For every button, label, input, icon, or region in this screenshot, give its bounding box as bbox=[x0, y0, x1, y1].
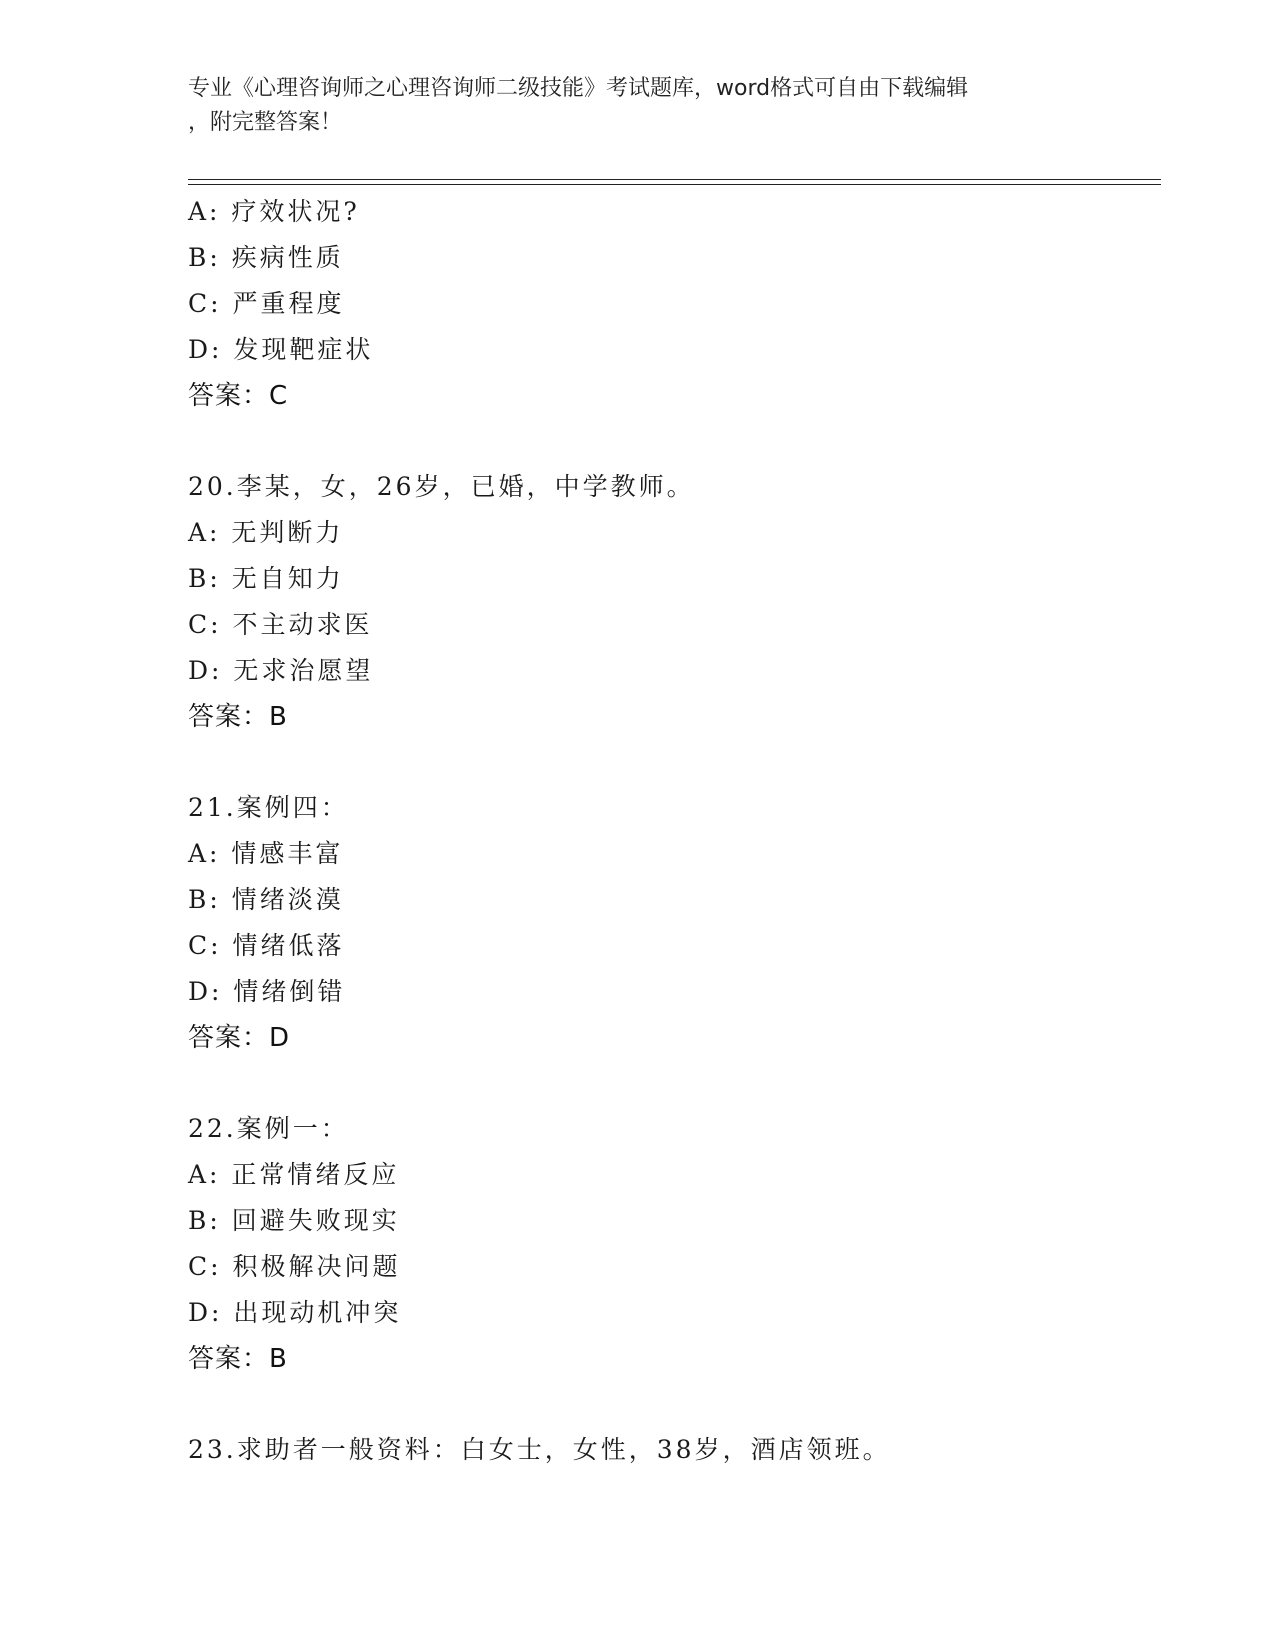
spacer bbox=[188, 740, 1168, 785]
header-divider-bottom bbox=[188, 184, 1161, 185]
question-text: 23.求助者一般资料：白女士，女性，38岁，酒店领班。 bbox=[188, 1435, 891, 1464]
question-block bbox=[188, 464, 1168, 740]
option-b: B: 无自知力 bbox=[188, 564, 344, 593]
header-divider-top bbox=[188, 179, 1161, 180]
option-a: A: 无判断力 bbox=[188, 518, 344, 547]
answer-line: 答案：B bbox=[188, 1344, 288, 1374]
option-b: B: 疾病性质 bbox=[188, 243, 344, 272]
option-c: C: 严重程度 bbox=[188, 289, 345, 318]
question-block bbox=[188, 1427, 1168, 1473]
option-d: D: 出现动机冲突 bbox=[188, 1298, 402, 1327]
option-d: D: 无求治愿望 bbox=[188, 656, 374, 685]
answer-line: 答案：D bbox=[188, 1023, 291, 1053]
document-header bbox=[188, 72, 1088, 140]
question-block bbox=[188, 189, 1168, 419]
option-d: D: 发现靶症状 bbox=[188, 335, 374, 364]
option-a: A: 疗效状况? bbox=[188, 197, 360, 226]
option-d: D: 情绪倒错 bbox=[188, 977, 346, 1006]
question-block bbox=[188, 1106, 1168, 1382]
option-c: C: 不主动求医 bbox=[188, 610, 373, 639]
option-b: B: 回避失败现实 bbox=[188, 1206, 400, 1235]
option-a: A: 正常情绪反应 bbox=[188, 1160, 400, 1189]
option-b: B: 情绪淡漠 bbox=[188, 885, 344, 914]
question-block bbox=[188, 785, 1168, 1061]
spacer bbox=[188, 1382, 1168, 1427]
answer-line: 答案：C bbox=[188, 381, 289, 411]
question-text: 20.李某，女，26岁，已婚，中学教师。 bbox=[188, 472, 695, 501]
question-text: 21.案例四： bbox=[188, 793, 349, 822]
option-c: C: 情绪低落 bbox=[188, 931, 345, 960]
option-c: C: 积极解决问题 bbox=[188, 1252, 401, 1281]
question-list bbox=[188, 189, 1168, 1473]
spacer bbox=[188, 1061, 1168, 1106]
header-line-2: ，附完整答案！ bbox=[188, 110, 343, 135]
spacer bbox=[188, 419, 1168, 464]
question-text: 22.案例一： bbox=[188, 1114, 349, 1143]
option-a: A: 情感丰富 bbox=[188, 839, 344, 868]
header-line-1: 专业《心理咨询师之心理咨询师二级技能》考试题库，word格式可自由下载编辑 bbox=[188, 76, 969, 101]
answer-line: 答案：B bbox=[188, 702, 288, 732]
